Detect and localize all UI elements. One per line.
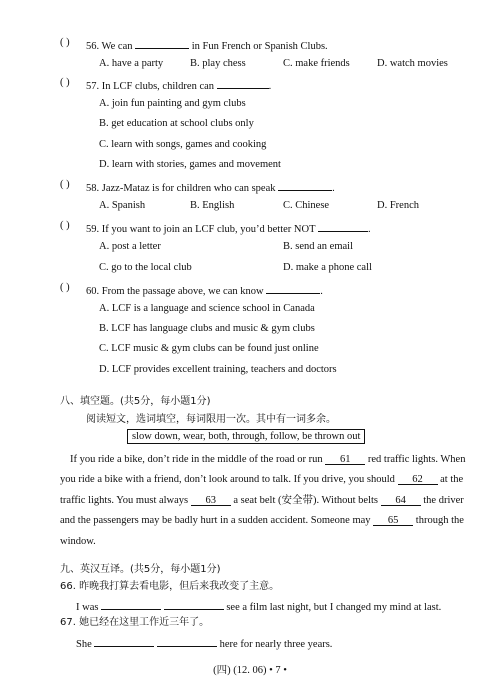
- passage-text: a seat belt (安全带). Without belts: [230, 495, 381, 506]
- q67-text: here for nearly three years.: [217, 639, 333, 650]
- section9-heading: 九、英汉互译。(共5分，每小题1分): [60, 564, 221, 575]
- q56-blank: [135, 37, 189, 49]
- passage-line-2: [60, 473, 463, 486]
- q56-option-a[interactable]: A. have a party: [99, 58, 164, 69]
- q56-option-d[interactable]: D. watch movies: [377, 58, 448, 69]
- section8-instruction: 阅读短文，选词填空，每词限用一次。其中有一词多余。: [86, 414, 336, 425]
- q60-stem-after: .: [320, 286, 323, 297]
- passage-line-5: window.: [60, 536, 96, 547]
- blank-number-64: 64: [395, 495, 406, 506]
- q59-answer-paren[interactable]: ( ): [60, 220, 70, 231]
- blank-number-63: 63: [205, 495, 217, 506]
- page-footer: (四) (12. 06) • 7 •: [213, 665, 287, 676]
- q59-stem-after: .: [367, 224, 371, 235]
- blank-63[interactable]: [191, 494, 231, 506]
- passage-text: If you ride a bike, don’t ride in the middle of the road or run: [70, 454, 326, 465]
- passage-text: through the: [413, 515, 464, 526]
- q60-option-c[interactable]: C. LCF music & gym clubs can be found just online: [99, 343, 319, 354]
- q66-text: I was: [76, 602, 102, 613]
- q60-answer-paren[interactable]: ( ): [60, 282, 70, 293]
- blank-62[interactable]: [398, 473, 438, 485]
- q58-option-d[interactable]: D. French: [377, 200, 419, 211]
- q57-option-a[interactable]: A. join fun painting and gym clubs: [99, 98, 246, 109]
- blank-number-65: 65: [387, 515, 399, 526]
- passage-line-4: [60, 514, 464, 527]
- blank-61[interactable]: [325, 453, 365, 465]
- passage-text: traffic lights. You must always: [60, 495, 191, 506]
- q56-stem-before: 56. We can: [86, 41, 136, 52]
- section8-heading: 八、填空题。(共5分，每小题1分): [60, 396, 211, 407]
- q59-option-c[interactable]: C. go to the local club: [99, 262, 192, 273]
- passage-text: at the: [437, 474, 464, 485]
- q58-option-a[interactable]: A. Spanish: [99, 200, 146, 211]
- blank-number-61: 61: [340, 454, 351, 465]
- q58-stem: [86, 179, 335, 195]
- passage-text: and the passengers may be badly hurt in a sudden accident. Someone may: [60, 515, 374, 526]
- q67-chinese: 67. 她已经在这里工作近三年了。: [60, 617, 210, 628]
- passage-text: the driver: [420, 495, 464, 506]
- q60-blank: [266, 282, 320, 294]
- q66-chinese: 66. 昨晚我打算去看电影，但后来我改变了主意。: [60, 581, 280, 592]
- q56-option-c[interactable]: C. make friends: [283, 58, 350, 69]
- q59-option-b[interactable]: B. send an email: [283, 241, 353, 252]
- q60-stem: [86, 282, 323, 298]
- q58-answer-paren[interactable]: ( ): [60, 179, 70, 190]
- word-bank-box: slow down, wear, both, through, follow, be thrown out: [127, 429, 365, 444]
- q58-option-c[interactable]: C. Chinese: [283, 200, 330, 211]
- q66-text: see a film last night, but I changed my mind at last.: [223, 602, 442, 613]
- q67-blank-1[interactable]: [94, 635, 154, 647]
- q59-option-a[interactable]: A. post a letter: [99, 241, 161, 252]
- passage-line-3: [60, 494, 464, 507]
- q57-blank: [217, 77, 269, 89]
- q66-english: [76, 598, 441, 614]
- q56-stem: [86, 37, 328, 53]
- q56-option-b[interactable]: B. play chess: [190, 58, 246, 69]
- q57-stem-before: 57. In LCF clubs, children can: [86, 81, 217, 92]
- q57-option-d[interactable]: D. learn with stories, games and movement: [99, 159, 281, 170]
- passage-line-1: [70, 453, 465, 466]
- q58-stem-before: 58. Jazz-Mataz is for children who can speak: [86, 183, 279, 194]
- q59-option-d[interactable]: D. make a phone call: [283, 262, 372, 273]
- q66-blank-2[interactable]: [164, 598, 224, 610]
- q60-option-a[interactable]: A. LCF is a language and science school in Canada: [99, 303, 315, 314]
- q67-blank-2[interactable]: [157, 635, 217, 647]
- passage-text: you ride a bike with a friend, don’t look around to talk. If you drive, you should: [60, 474, 398, 485]
- q59-blank: [318, 220, 368, 232]
- blank-64[interactable]: [381, 494, 421, 506]
- q58-stem-after: .: [332, 183, 335, 194]
- q57-answer-paren[interactable]: ( ): [60, 77, 70, 88]
- q58-option-b[interactable]: B. English: [190, 200, 235, 211]
- blank-65[interactable]: [373, 514, 413, 526]
- q59-stem: [86, 220, 371, 236]
- blank-number-62: 62: [412, 474, 423, 485]
- q57-stem: [86, 77, 271, 93]
- q59-stem-before: 59. If you want to join an LCF club, you’d better NOT: [86, 224, 318, 235]
- passage-text: red traffic lights. When: [365, 454, 466, 465]
- q60-option-d[interactable]: D. LCF provides excellent training, teachers and doctors: [99, 364, 337, 375]
- q57-stem-after: .: [268, 81, 272, 92]
- q58-blank: [278, 179, 332, 191]
- q57-option-b[interactable]: B. get education at school clubs only: [99, 118, 254, 129]
- q57-option-c[interactable]: C. learn with songs, games and cooking: [99, 139, 267, 150]
- q60-stem-before: 60. From the passage above, we can know: [86, 286, 267, 297]
- q56-answer-paren[interactable]: ( ): [60, 37, 70, 48]
- q56-stem-after: in Fun French or Spanish Clubs.: [189, 41, 328, 52]
- q66-blank-1[interactable]: [101, 598, 161, 610]
- q60-option-b[interactable]: B. LCF has language clubs and music & gym clubs: [99, 323, 315, 334]
- q67-english: [76, 635, 332, 651]
- q67-text: She: [76, 639, 95, 650]
